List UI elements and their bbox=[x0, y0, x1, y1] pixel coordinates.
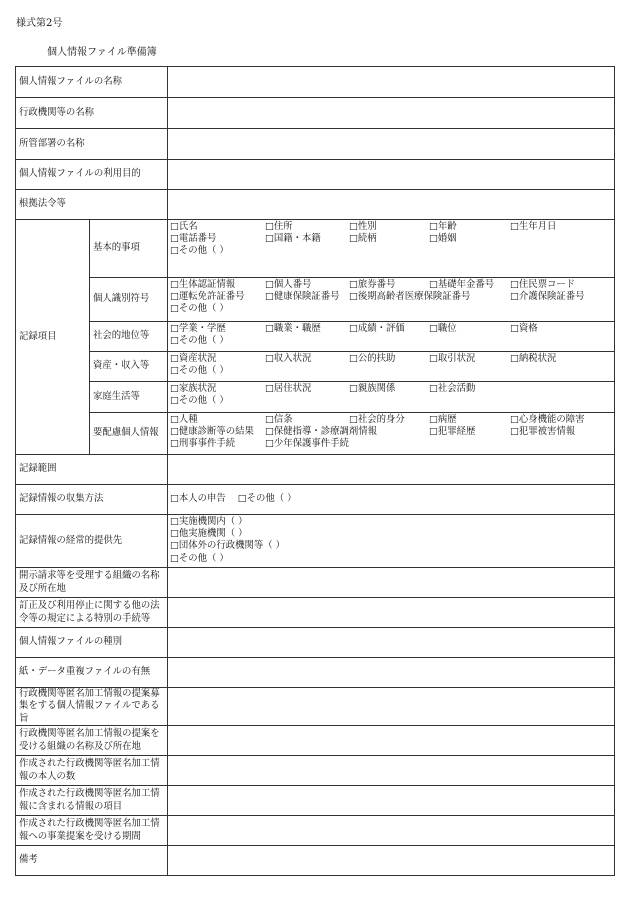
regular-recipients-label: 記録情報の経常的提供先 bbox=[16, 515, 168, 568]
checkbox-option[interactable]: □その他（ ） bbox=[170, 303, 229, 315]
checkbox-option[interactable]: □収入状況 bbox=[265, 353, 312, 364]
social-status-checklist bbox=[168, 322, 615, 352]
checkbox-option[interactable]: □職位 bbox=[429, 323, 457, 334]
paper-data-duplicate-label: 紙・データ重複ファイルの有無 bbox=[16, 658, 168, 688]
checkbox-option[interactable]: □その他（ ） bbox=[170, 365, 229, 377]
checkbox-option[interactable]: □団体外の行政機関等（ ） bbox=[170, 540, 285, 552]
anon-items-label: 作成された行政機関等匿名加工情報に含まれる情報の項目 bbox=[16, 786, 168, 816]
paper-data-duplicate-value[interactable] bbox=[168, 658, 615, 688]
correction-procedure-value[interactable] bbox=[168, 598, 615, 628]
purpose-label: 個人情報ファイルの利用目的 bbox=[16, 160, 168, 190]
department-label: 所管部署の名称 bbox=[16, 129, 168, 160]
checkbox-option[interactable]: □旅券番号 bbox=[349, 279, 396, 290]
file-type-value[interactable] bbox=[168, 628, 615, 658]
grid-spacer bbox=[349, 426, 429, 438]
checkbox-option[interactable]: □その他（ ） bbox=[170, 395, 229, 407]
checkbox-option[interactable]: □性別 bbox=[349, 221, 377, 232]
grid-spacer bbox=[429, 291, 510, 303]
category-label: 家庭生活等 bbox=[90, 382, 168, 413]
checkbox-option[interactable]: □信条 bbox=[265, 414, 293, 425]
category-label: 要配慮個人情報 bbox=[90, 413, 168, 455]
grid-spacer bbox=[510, 233, 590, 245]
category-label: 資産・収入等 bbox=[90, 352, 168, 382]
file-name-value[interactable] bbox=[168, 67, 615, 98]
checkbox-option[interactable]: □その他（ ） bbox=[170, 245, 229, 257]
file-name-label: 個人情報ファイルの名称 bbox=[16, 67, 168, 98]
sensitive-info-checklist bbox=[168, 413, 615, 455]
anon-items-value[interactable] bbox=[168, 786, 615, 816]
checkbox-option[interactable]: □生体認証情報 bbox=[170, 279, 236, 290]
checkbox-option[interactable]: □続柄 bbox=[349, 233, 377, 245]
checkbox-option[interactable]: □病歴 bbox=[429, 414, 457, 425]
checkbox-option[interactable]: □氏名 bbox=[170, 221, 198, 232]
checkbox-option[interactable]: □社会的身分 bbox=[349, 414, 405, 425]
ledger-table bbox=[15, 66, 615, 876]
anon-proposal-subject-value[interactable] bbox=[168, 688, 615, 726]
checkbox-option[interactable]: □取引状況 bbox=[429, 353, 476, 364]
checkbox-option[interactable]: □健康保険証番号 bbox=[265, 291, 340, 303]
anon-count-value[interactable] bbox=[168, 756, 615, 786]
remarks-label: 備考 bbox=[16, 846, 168, 876]
form-number: 様式第2号 bbox=[16, 18, 63, 29]
regular-recipients-options bbox=[168, 515, 615, 568]
checkbox-option[interactable]: □刑事事件手続 bbox=[170, 438, 236, 450]
checkbox-option[interactable]: □年齢 bbox=[429, 221, 457, 232]
legal-basis-label: 根拠法令等 bbox=[16, 190, 168, 220]
collection-method-label: 記録情報の収集方法 bbox=[16, 485, 168, 515]
purpose-value[interactable] bbox=[168, 160, 615, 190]
checkbox-option[interactable]: □介護保険証番号 bbox=[510, 291, 585, 303]
checkbox-option[interactable]: □心身機能の障害 bbox=[510, 414, 585, 425]
category-label: 個人識別符号 bbox=[90, 278, 168, 322]
family-life-checklist bbox=[168, 382, 615, 413]
checkbox-option[interactable]: □少年保護事件手続 bbox=[265, 438, 349, 450]
document-title: 個人情報ファイル準備簿 bbox=[47, 47, 157, 58]
anon-proposal-org-label: 行政機関等匿名加工情報の提案を受ける組織の名称及び所在地 bbox=[16, 726, 168, 756]
checkbox-option[interactable]: □その他（ ） bbox=[237, 493, 297, 505]
checkbox-option[interactable]: □個人番号 bbox=[265, 279, 312, 290]
disclosure-org-value[interactable] bbox=[168, 568, 615, 598]
checkbox-option[interactable]: □婚姻 bbox=[429, 233, 457, 245]
identifier-items-checklist bbox=[168, 278, 615, 322]
checkbox-option[interactable]: □その他（ ） bbox=[170, 335, 229, 347]
department-value[interactable] bbox=[168, 129, 615, 160]
checkbox-option[interactable]: □他実施機関（ ） bbox=[170, 528, 248, 540]
checkbox-option[interactable]: □運転免許証番号 bbox=[170, 291, 245, 303]
agency-name-value[interactable] bbox=[168, 98, 615, 129]
category-label: 社会的地位等 bbox=[90, 322, 168, 352]
checkbox-option[interactable]: □納税状況 bbox=[510, 353, 557, 364]
checkbox-option[interactable]: □成績・評価 bbox=[349, 323, 405, 334]
file-type-label: 個人情報ファイルの種別 bbox=[16, 628, 168, 658]
record-scope-label: 記録範囲 bbox=[16, 455, 168, 485]
checkbox-option[interactable]: □社会活動 bbox=[429, 383, 476, 394]
checkbox-option[interactable]: □職業・職歴 bbox=[265, 323, 321, 334]
record-items-label: 記録項目 bbox=[16, 220, 90, 455]
checkbox-option[interactable]: □後期高齢者医療保険証番号 bbox=[349, 291, 471, 303]
collection-method-options bbox=[168, 485, 615, 515]
checkbox-option[interactable]: □電話番号 bbox=[170, 233, 217, 245]
checkbox-option[interactable]: □公的扶助 bbox=[349, 353, 396, 364]
remarks-value[interactable] bbox=[168, 846, 615, 876]
checkbox-option[interactable]: □居住状況 bbox=[265, 383, 312, 394]
checkbox-option[interactable]: □人種 bbox=[170, 414, 198, 425]
checkbox-option[interactable]: □犯罪被害情報 bbox=[510, 426, 576, 438]
checkbox-option[interactable]: □親族関係 bbox=[349, 383, 396, 394]
basic-items-checklist bbox=[168, 220, 615, 278]
checkbox-option[interactable]: □その他（ ） bbox=[170, 552, 229, 564]
checkbox-option[interactable]: □健康診断等の結果 bbox=[170, 426, 254, 438]
record-scope-value[interactable] bbox=[168, 455, 615, 485]
checkbox-option[interactable]: □家族状況 bbox=[170, 383, 217, 394]
checkbox-option[interactable]: □資産状況 bbox=[170, 353, 217, 364]
checkbox-option[interactable]: □本人の申告 bbox=[170, 493, 226, 505]
checkbox-option[interactable]: □保健指導・診療調剤情報 bbox=[265, 426, 377, 438]
anon-proposal-subject-label: 行政機関等匿名加工情報の提案募集をする個人情報ファイルである旨 bbox=[16, 688, 168, 726]
checkbox-option[interactable]: □生年月日 bbox=[510, 221, 557, 232]
anon-count-label: 作成された行政機関等匿名加工情報の本人の数 bbox=[16, 756, 168, 786]
checkbox-option[interactable]: □国籍・本籍 bbox=[265, 233, 321, 245]
category-label: 基本的事項 bbox=[90, 220, 168, 278]
grid-spacer bbox=[510, 383, 590, 395]
correction-procedure-label: 訂正及び利用停止に関する他の法令等の規定による特別の手続等 bbox=[16, 598, 168, 628]
legal-basis-value[interactable] bbox=[168, 190, 615, 220]
anon-period-value[interactable] bbox=[168, 816, 615, 846]
checkbox-option[interactable]: □住所 bbox=[265, 221, 293, 232]
assets-income-checklist bbox=[168, 352, 615, 382]
anon-proposal-org-value[interactable] bbox=[168, 726, 615, 756]
disclosure-org-label: 開示請求等を受理する組織の名称及び所在地 bbox=[16, 568, 168, 598]
checkbox-option[interactable]: □学業・学歴 bbox=[170, 323, 226, 334]
agency-name-label: 行政機関等の名称 bbox=[16, 98, 168, 129]
checkbox-option[interactable]: □犯罪経歴 bbox=[429, 426, 476, 438]
checkbox-option[interactable]: □基礎年金番号 bbox=[429, 279, 495, 290]
checkbox-option[interactable]: □資格 bbox=[510, 323, 538, 334]
checkbox-option[interactable]: □実施機関内（ ） bbox=[170, 516, 248, 527]
checkbox-option[interactable]: □住民票コード bbox=[510, 279, 576, 290]
anon-period-label: 作成された行政機関等匿名加工情報への事業提案を受ける期間 bbox=[16, 816, 168, 846]
